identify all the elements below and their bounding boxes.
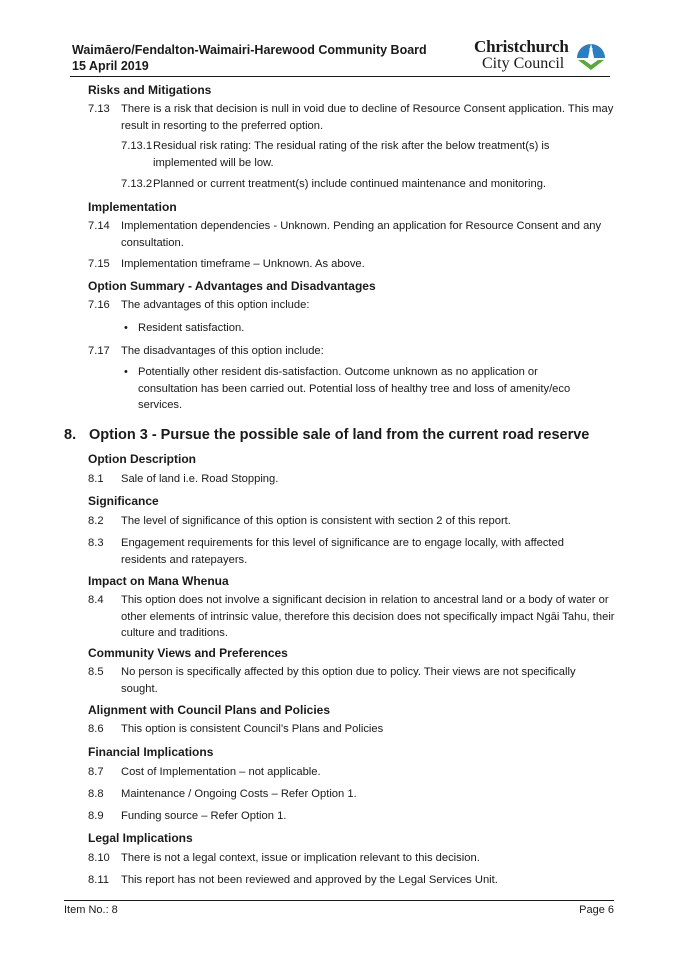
heading-significance: Significance <box>88 494 159 508</box>
para-number-8-10: 8.10 <box>88 852 110 864</box>
para-number-7-14: 7.14 <box>88 220 110 232</box>
heading-community-views: Community Views and Preferences <box>88 646 288 660</box>
section-title: Option 3 - Pursue the possible sale of land from the current road reserve <box>89 427 590 443</box>
footer-divider <box>64 900 614 901</box>
para-number-8-8: 8.8 <box>88 788 104 800</box>
para-number-8-1: 8.1 <box>88 473 104 485</box>
heading-alignment: Alignment with Council Plans and Policies <box>88 703 331 717</box>
para-text-7-17: The disadvantages of this option include: <box>121 345 324 357</box>
para-number-8-2: 8.2 <box>88 515 104 527</box>
para-number-8-4: 8.4 <box>88 594 104 606</box>
para-number-8-5: 8.5 <box>88 666 104 678</box>
bullet-icon: • <box>124 322 128 334</box>
para-number-7-13-1: 7.13.1 <box>121 140 153 152</box>
footer-page-number: Page 6 <box>579 904 614 916</box>
heading-implementation: Implementation <box>88 200 177 214</box>
para-number-7-13: 7.13 <box>88 103 110 115</box>
heading-option-summary: Option Summary - Advantages and Disadvantages <box>88 279 376 293</box>
para-text-7-15: Implementation timeframe – Unknown. As above. <box>121 258 365 270</box>
bullet-disadvantage: Potentially other resident dis-satisfaction. Outcome unknown as no application or consultation has been carried out. Potential loss of healthy tree and loss of amenity/eco services. <box>138 366 571 411</box>
para-text-7-16: The advantages of this option include: <box>121 299 310 311</box>
para-text-7-13-1: Residual risk rating: The residual rating of the risk after the below treatment(s) is implemented will be low. <box>153 140 550 169</box>
para-number-8-11: 8.11 <box>88 874 109 886</box>
heading-financial: Financial Implications <box>88 745 214 759</box>
para-text-8-7: Cost of Implementation – not applicable. <box>121 766 321 778</box>
logo-text-line2: City Council <box>482 55 565 72</box>
bullet-icon: • <box>124 366 128 378</box>
para-number-7-17: 7.17 <box>88 345 110 357</box>
para-text-8-5: No person is specifically affected by this option due to policy. Their views are not specifically sought. <box>121 666 576 695</box>
para-text-8-3: Engagement requirements for this level of significance are to engage locally, with affected residents and ratepayers. <box>121 537 564 566</box>
heading-risks-mitigations: Risks and Mitigations <box>88 83 212 97</box>
header-date: 15 April 2019 <box>72 59 149 73</box>
bullet-advantage: Resident satisfaction. <box>138 322 245 334</box>
header-board-name: Waimāero/Fendalton-Waimairi-Harewood Community Board <box>72 43 427 57</box>
para-number-7-13-2: 7.13.2 <box>121 178 153 190</box>
para-text-8-9: Funding source – Refer Option 1. <box>121 810 287 822</box>
para-number-7-15: 7.15 <box>88 258 110 270</box>
para-number-7-16: 7.16 <box>88 299 110 311</box>
section-number: 8. <box>64 427 77 443</box>
logo-text-line1: Christchurch <box>474 37 569 56</box>
para-number-8-6: 8.6 <box>88 723 104 735</box>
para-text-8-2: The level of significance of this option is consistent with section 2 of this report. <box>121 515 511 527</box>
para-number-8-7: 8.7 <box>88 766 104 778</box>
footer-item-number: Item No.: 8 <box>64 904 118 916</box>
para-text-8-6: This option is consistent Council’s Plans and Policies <box>121 723 384 735</box>
heading-mana-whenua: Impact on Mana Whenua <box>88 574 229 588</box>
para-text-7-13: There is a risk that decision is null in void due to decline of Resource Consent application. This may result in resorting to the preferred option. <box>121 103 614 132</box>
council-logo <box>474 38 609 74</box>
heading-option-description: Option Description <box>88 452 196 466</box>
para-text-7-14: Implementation dependencies - Unknown. Pending an application for Resource Consent and any consultation. <box>121 220 602 249</box>
para-text-8-4: This option does not involve a significant decision in relation to ancestral land or a body of water or other elements of intrinsic value, therefore this decision does not specifically impact Ngāi Tahu, their culture and traditions. <box>121 594 615 639</box>
para-number-8-9: 8.9 <box>88 810 104 822</box>
para-text-8-10: There is not a legal context, issue or implication relevant to this decision. <box>121 852 480 864</box>
header-divider <box>70 76 610 77</box>
para-text-7-13-2: Planned or current treatment(s) include continued maintenance and monitoring. <box>153 178 547 190</box>
para-text-8-11: This report has not been reviewed and approved by the Legal Services Unit. <box>121 874 498 886</box>
cathedral-logo-icon <box>574 38 608 72</box>
para-text-8-8: Maintenance / Ongoing Costs – Refer Option 1. <box>121 788 357 800</box>
heading-legal: Legal Implications <box>88 831 193 845</box>
para-number-8-3: 8.3 <box>88 537 104 549</box>
para-text-8-1: Sale of land i.e. Road Stopping. <box>121 473 279 485</box>
